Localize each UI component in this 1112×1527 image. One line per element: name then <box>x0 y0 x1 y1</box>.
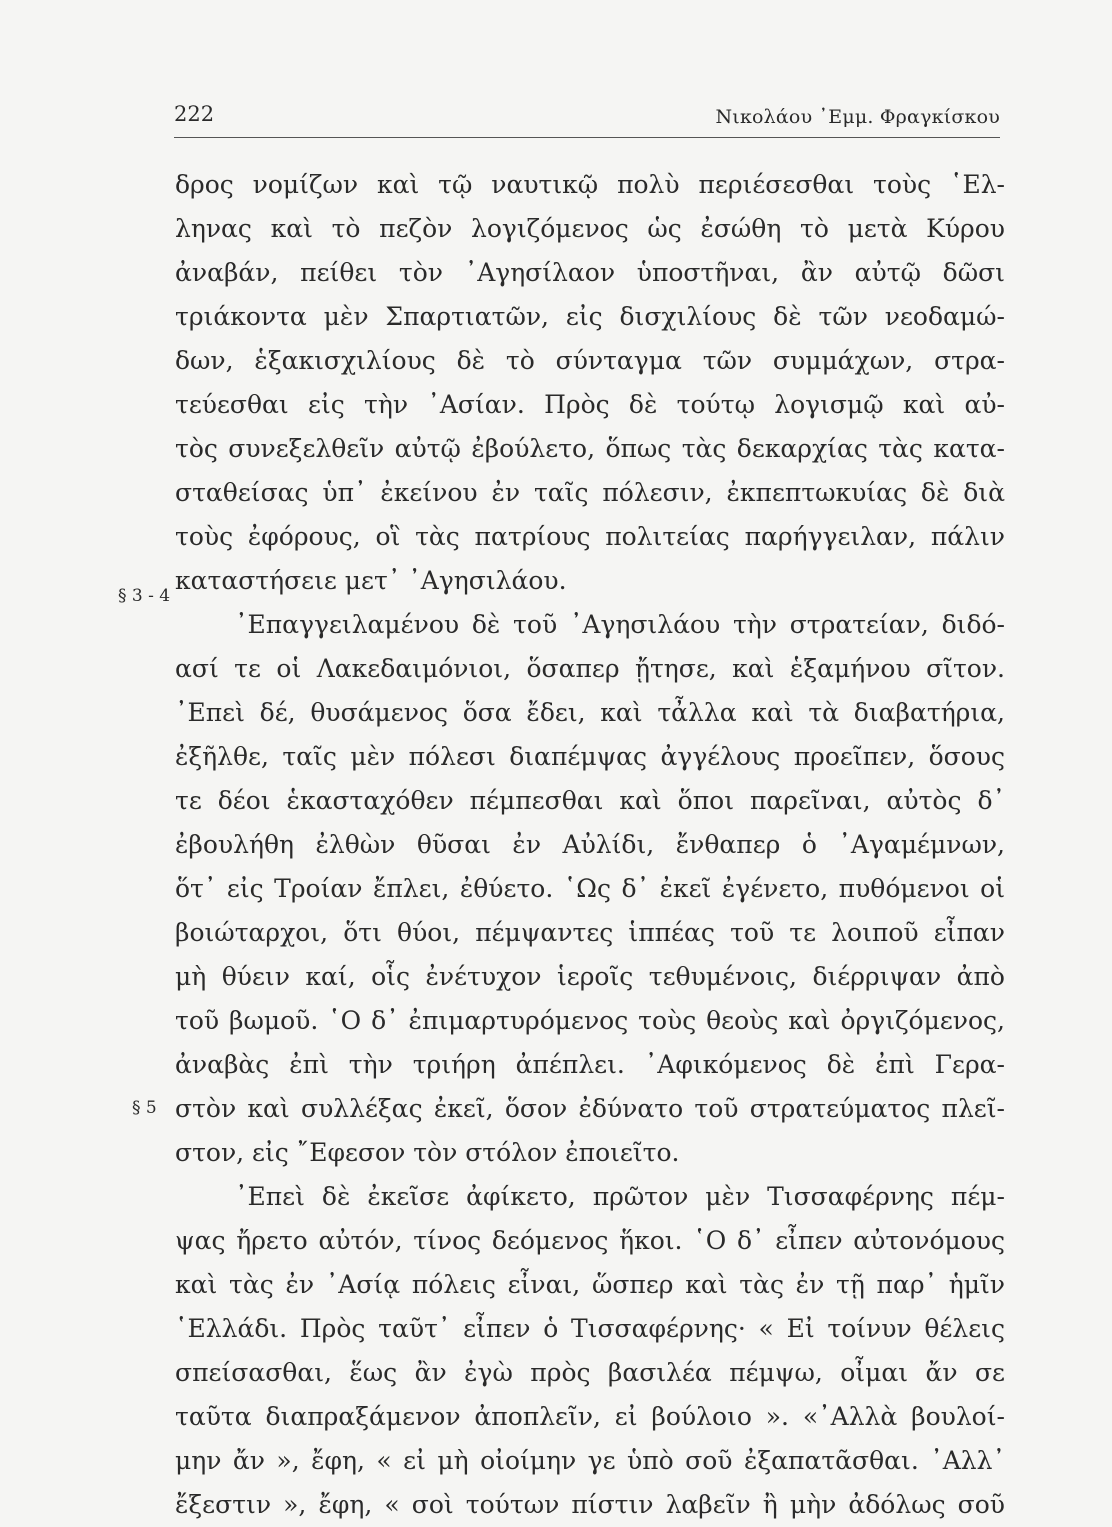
text-line: ἀναβάν, πείθει τὸν ᾿Αγησίλαον ὑποστῆναι, ἂν αὐτῷ δῶσι <box>175 258 1005 287</box>
text-line: μην ἄν », ἔφη, « εἰ μὴ οἰοίμην γε ὑπὸ σοῦ ἐξαπατᾶσθαι. ᾿Αλλ᾿ <box>175 1446 1005 1475</box>
text-line: στον, εἰς ῎Εφεσον τὸν στόλον ἐποιεῖτο. <box>175 1138 680 1167</box>
text-line: ταῦτα διαπραξάμενον ἀποπλεῖν, εἰ βούλοιο ». «᾿Αλλὰ βουλοί- <box>175 1402 1005 1431</box>
page-header <box>174 96 1000 138</box>
text-line: τεύεσθαι εἰς τὴν ᾿Ασίαν. Πρὸς δὲ τούτῳ λογισμῷ καὶ αὐ- <box>175 390 1005 419</box>
text-line: καὶ τὰς ἐν ᾿Ασίᾳ πόλεις εἶναι, ὥσπερ καὶ τὰς ἐν τῇ παρ᾿ ἡμῖν <box>175 1270 1005 1299</box>
text-line: ᾿Επεὶ δὲ ἐκεῖσε ἀφίκετο, πρῶτον μὲν Τισσαφέρνης πέμ- <box>235 1182 1005 1211</box>
text-line: τοῦ βωμοῦ. ῾Ο δ᾿ ἐπιμαρτυρόμενος τοὺς θεοὺς καὶ ὀργιζόμενος, <box>175 1006 1005 1035</box>
text-line: ᾿Επεὶ δέ, θυσάμενος ὅσα ἔδει, καὶ τἆλλα καὶ τὰ διαβατήρια, <box>175 698 1005 727</box>
text-line: μὴ θύειν καί, οἷς ἐνέτυχον ἱεροῖς τεθυμένοις, διέρριψαν ἀπὸ <box>175 962 1005 991</box>
text-line: ἐβουλήθη ἐλθὼν θῦσαι ἐν Αὐλίδι, ἔνθαπερ ὁ ᾿Αγαμέμνων, <box>175 830 1005 859</box>
text-line: ασί τε οἱ Λακεδαιμόνιοι, ὅσαπερ ᾔτησε, καὶ ἑξαμήνου σῖτον. <box>175 654 1005 683</box>
text-line: τε δέοι ἑκασταχόθεν πέμπεσθαι καὶ ὅποι παρεῖναι, αὐτὸς δ᾿ <box>175 786 1005 815</box>
running-head: Νικολάου ᾿Εμμ. Φραγκίσκου <box>715 106 1000 128</box>
text-line: ψας ἤρετο αὐτόν, τίνος δεόμενος ἥκοι. ῾Ο δ᾿ εἶπεν αὐτονόμους <box>175 1226 1005 1255</box>
text-line: ἀναβὰς ἐπὶ τὴν τριήρη ἀπέπλει. ᾿Αφικόμενος δὲ ἐπὶ Γερα- <box>175 1050 1005 1079</box>
text-line: δων, ἑξακισχιλίους δὲ τὸ σύνταγμα τῶν συμμάχων, στρα- <box>175 346 1005 375</box>
text-line: δρος νομίζων καὶ τῷ ναυτικῷ πολὺ περιέσεσθαι τοὺς ῾Ελ- <box>175 170 1005 199</box>
text-line: στὸν καὶ συλλέξας ἐκεῖ, ὅσον ἐδύνατο τοῦ στρατεύματος πλεῖ- <box>175 1094 1005 1123</box>
text-line: καταστήσειε μετ᾿ ᾿Αγησιλάου. <box>175 566 567 595</box>
text-line: τοὺς ἐφόρους, οἳ τὰς πατρίους πολιτείας παρήγγειλαν, πάλιν <box>175 522 1005 551</box>
text-line: ἐξῆλθε, ταῖς μὲν πόλεσι διαπέμψας ἀγγέλους προεῖπεν, ὅσους <box>175 742 1005 771</box>
text-line: σταθείσας ὑπ᾿ ἐκείνου ἐν ταῖς πόλεσιν, ἐκπεπτωκυίας δὲ διὰ <box>175 478 1005 507</box>
text-line: ἔξεστιν », ἔφη, « σοὶ τούτων πίστιν λαβεῖν ἢ μὴν ἀδόλως σοῦ <box>175 1490 1005 1519</box>
text-line: σπείσασθαι, ἕως ἂν ἐγὼ πρὸς βασιλέα πέμψω, οἶμαι ἄν σε <box>175 1358 1005 1387</box>
text-line: βοιώταρχοι, ὅτι θύοι, πέμψαντες ἱππέας τοῦ τε λοιποῦ εἶπαν <box>175 918 1005 947</box>
text-line: ῾Ελλάδι. Πρὸς ταῦτ᾿ εἶπεν ὁ Τισσαφέρνης· « Εἰ τοίνυν θέλεις <box>175 1314 1005 1343</box>
text-line: τὸς συνεξελθεῖν αὐτῷ ἐβούλετο, ὅπως τὰς δεκαρχίας τὰς κατα- <box>175 434 1005 463</box>
section-marker-3-4: § 3 - 4 <box>118 586 171 606</box>
text-line: ληνας καὶ τὸ πεζὸν λογιζόμενος ὡς ἐσώθη τὸ μετὰ Κύρου <box>175 214 1005 243</box>
section-marker-5: § 5 <box>132 1098 157 1118</box>
page-number: 222 <box>174 102 215 126</box>
text-line: ὅτ᾿ εἰς Τροίαν ἔπλει, ἐθύετο. ῾Ως δ᾿ ἐκεῖ ἐγένετο, πυθόμενοι οἱ <box>175 874 1005 903</box>
text-line: τριάκοντα μὲν Σπαρτιατῶν, εἰς δισχιλίους δὲ τῶν νεοδαμώ- <box>175 302 1005 331</box>
text-line: ᾿Επαγγειλαμένου δὲ τοῦ ᾿Αγησιλάου τὴν στρατείαν, διδό- <box>235 610 1005 639</box>
header-rule <box>174 137 1000 138</box>
